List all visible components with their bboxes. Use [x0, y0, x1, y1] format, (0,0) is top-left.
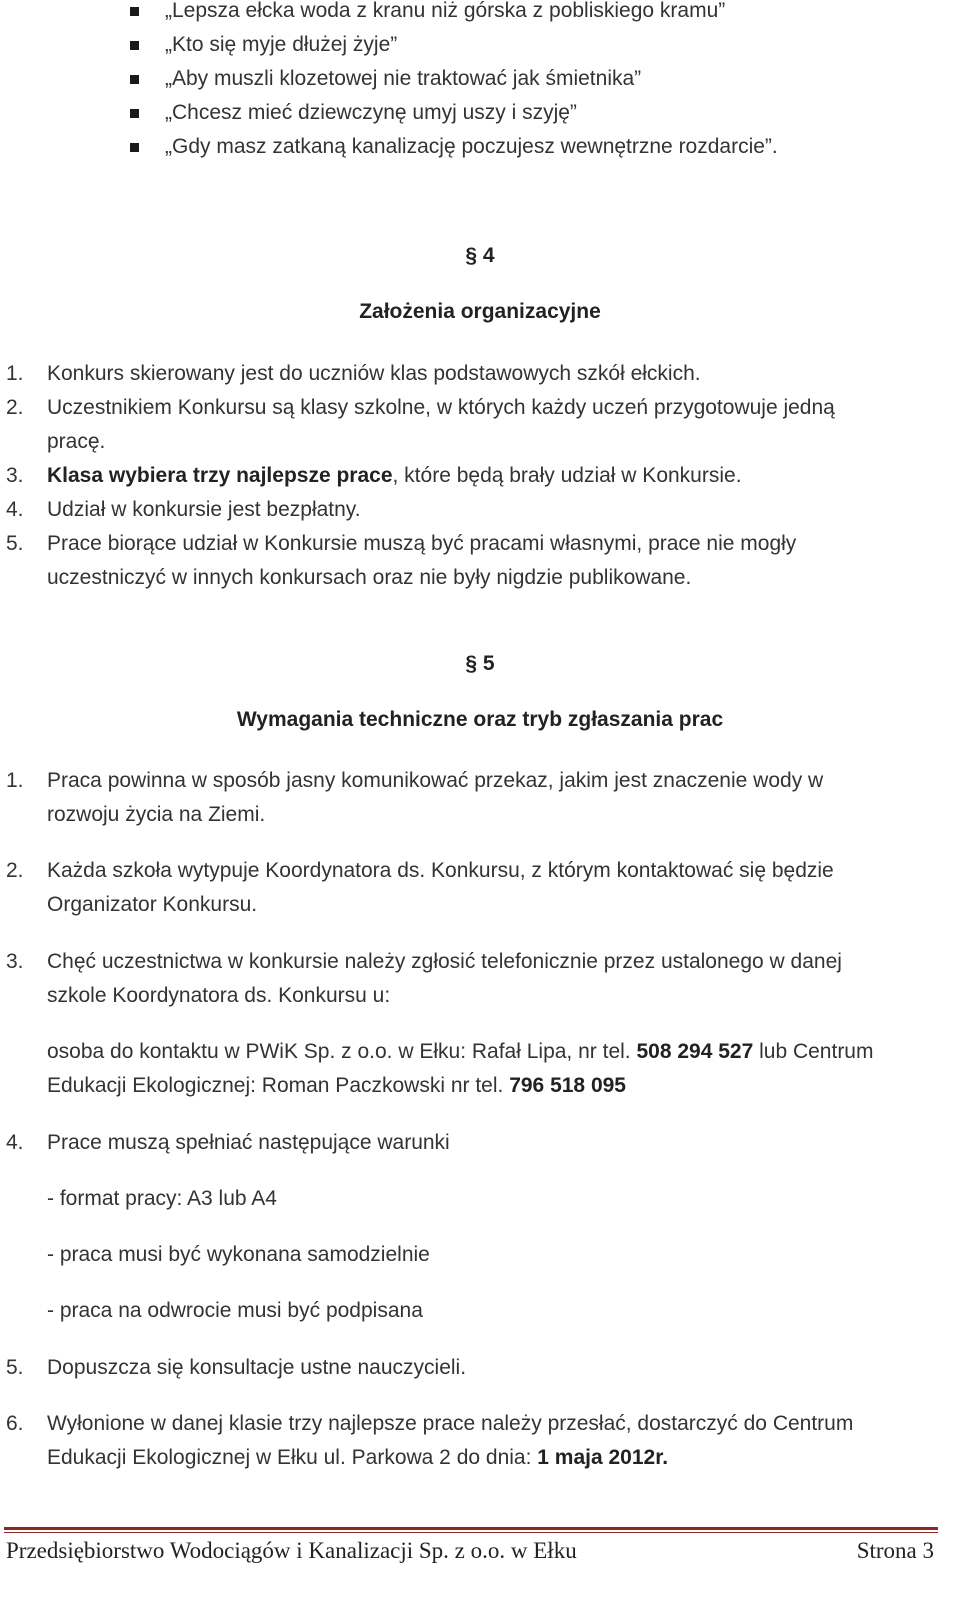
section-4-title: Założenia organizacyjne: [359, 300, 601, 323]
contact-paragraph: osoba do kontaktu w PWiK Sp. z o.o. w Ełku: Rafał Lipa, nr tel. 508 294 527 lub Centrum Edukacji Ekologicznej: Roman Paczkowski nr tel. 796 518 095: [47, 1040, 874, 1097]
item-number: 4.: [6, 498, 24, 521]
item-number: 3.: [6, 950, 24, 973]
square-bullet-icon: [130, 41, 139, 50]
item-text: Dopuszcza się konsultacje ustne nauczycieli.: [47, 1356, 467, 1379]
item-text: Praca powinna w sposób jasny komunikować przekaz, jakim jest znaczenie wody w rozwoju życia na Ziemi.: [47, 769, 824, 826]
condition-line: - praca na odwrocie musi być podpisana: [47, 1299, 423, 1322]
item-text: [47, 459, 927, 493]
item-text: Uczestnikiem Konkursu są klasy szkolne, w których każdy uczeń przygotowuje jedną pracę.: [47, 396, 835, 453]
slogan-item: „Lepsza ełcka woda z kranu niż górska z pobliskiego kramu”: [130, 0, 725, 28]
item-number: 1.: [6, 769, 24, 792]
item-text: Prace muszą spełniać następujące warunki: [47, 1131, 450, 1154]
condition-line: - praca musi być wykonana samodzielnie: [47, 1243, 430, 1266]
item-number: 1.: [6, 362, 24, 385]
item-text-bold: Klasa wybiera trzy najlepsze prace: [47, 464, 393, 487]
slogan-item: „Gdy masz zatkaną kanalizację poczujesz wewnętrzne rozdarcie”.: [130, 130, 778, 164]
condition-line: - format pracy: A3 lub A4: [47, 1187, 277, 1210]
slogan-item: „Chcesz mieć dziewczynę umyj uszy i szyję”: [130, 96, 577, 130]
item-number: 4.: [6, 1131, 24, 1154]
item-text: Konkurs skierowany jest do uczniów klas podstawowych szkół ełckich.: [47, 362, 701, 385]
section-4-number: § 4: [465, 244, 495, 267]
item-number: 2.: [6, 859, 24, 882]
square-bullet-icon: [130, 143, 139, 152]
footer-rule-thin: [4, 1532, 938, 1533]
contact-phone-2: 796 518 095: [509, 1074, 626, 1097]
item-text: Każda szkoła wytypuje Koordynatora ds. Konkursu, z którym kontaktować się będzie Organizator Konkursu.: [47, 859, 834, 916]
square-bullet-icon: [130, 7, 139, 16]
item-text: Chęć uczestnictwa w konkursie należy zgłosić telefonicznie przez ustalonego w danej szkole Koordynatora ds. Konkursu u:: [47, 950, 842, 1007]
section-5-number: § 5: [465, 652, 495, 675]
item-number: 2.: [6, 396, 24, 419]
item-text: Wyłonione w danej klasie trzy najlepsze prace należy przesłać, dostarczyć do Centrum Edukacji Ekologicznej w Ełku ul. Parkowa 2 do dnia: 1 maja 2012r.: [47, 1412, 854, 1469]
slogan-item: „Aby muszli klozetowej nie traktować jak śmietnika”: [130, 62, 641, 96]
item-text: Udział w konkursie jest bezpłatny.: [47, 498, 361, 521]
footer-page-number: Strona 3: [856, 1538, 934, 1563]
item-number: 5.: [6, 1356, 24, 1379]
section-5-title: Wymagania techniczne oraz tryb zgłaszania prac: [236, 708, 724, 731]
square-bullet-icon: [130, 75, 139, 84]
contact-phone-1: 508 294 527: [636, 1040, 754, 1063]
footer-rule-thick: [4, 1527, 938, 1530]
square-bullet-icon: [130, 109, 139, 118]
deadline-date: 1 maja 2012r.: [537, 1446, 669, 1469]
item-text-rest: , które będą brały udział w Konkursie.: [392, 464, 742, 487]
item-number: 5.: [6, 532, 24, 555]
slogan-item: „Kto się myje dłużej żyje”: [130, 28, 397, 62]
item-text: Prace biorące udział w Konkursie muszą być pracami własnymi, prace nie mogły uczestniczyć w innych konkursach oraz nie były nigdzie publikowane.: [47, 532, 797, 589]
item-number: 3.: [6, 464, 24, 487]
item-number: 6.: [6, 1412, 24, 1435]
footer-company: Przedsiębiorstwo Wodociągów i Kanalizacji Sp. z o.o. w Ełku: [6, 1538, 577, 1563]
